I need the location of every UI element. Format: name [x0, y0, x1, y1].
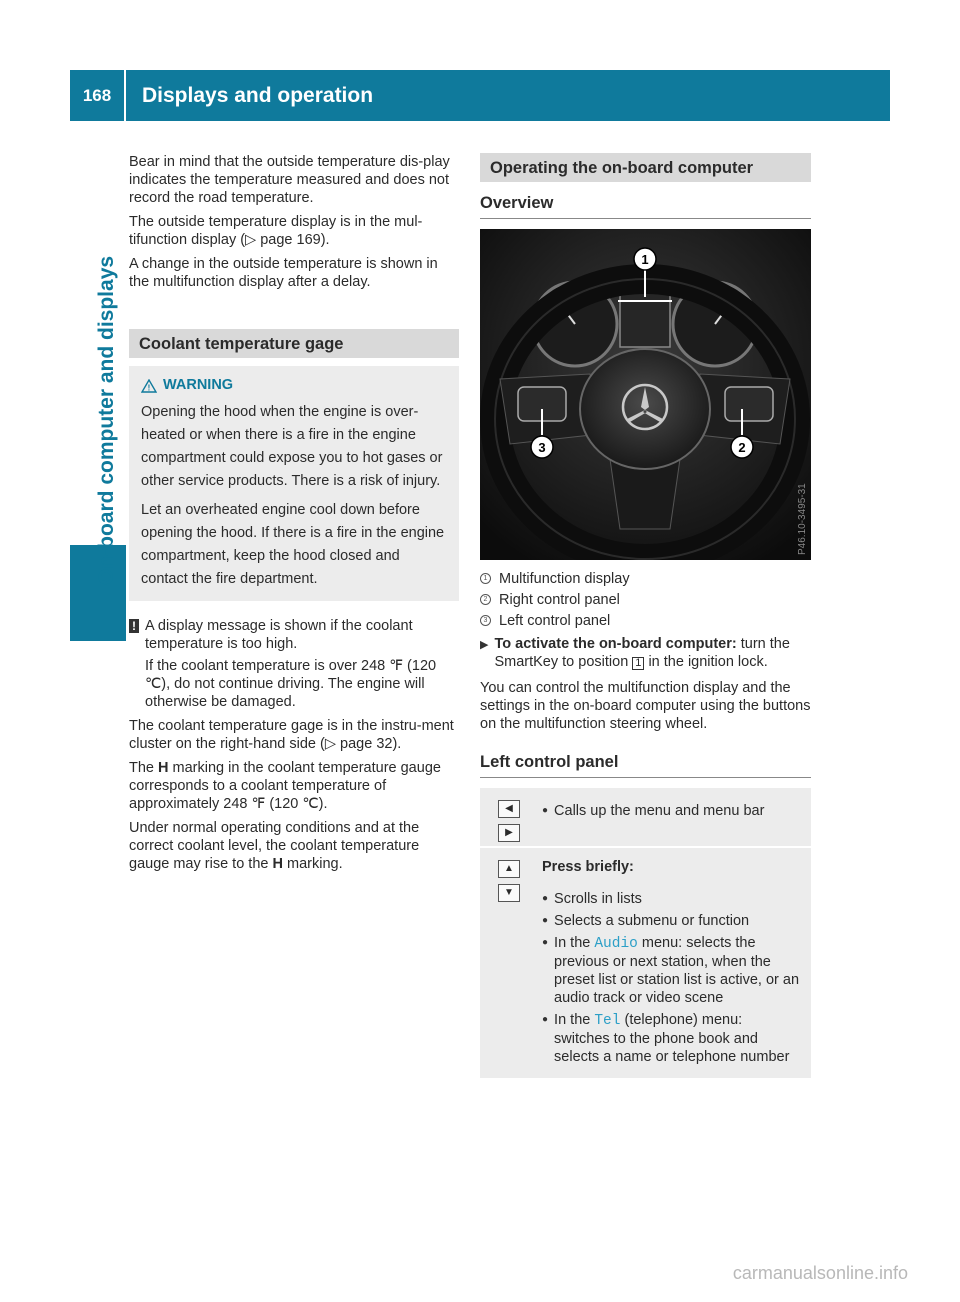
down-button-icon: ▼ [498, 884, 520, 902]
warning-title [141, 374, 447, 397]
callout-2: 2 [738, 440, 746, 455]
overview-heading: Overview [480, 194, 811, 219]
steering-wheel-figure [480, 229, 811, 560]
watermark: carmanualsonline.info [732, 1263, 908, 1283]
ignition-position-key: 1 [632, 657, 644, 670]
side-tab-label: On-board computer and displays [95, 255, 118, 585]
callout-1: 1 [641, 252, 649, 267]
table-row [480, 788, 811, 847]
intro-paragraph: A change in the outside temperature is shown in the multifunction display after a delay. [129, 256, 438, 290]
note-text: If the coolant temperature is over 248 ℉ (120 ℃), do not continue driving. The engine will otherwise be damaged. [145, 658, 437, 710]
control-paragraph: You can control the multifunction display and the settings in the on-board computer using the buttons on the multifunction steering wheel. [480, 680, 811, 732]
coolant-heading: Coolant temperature gage [129, 329, 459, 358]
legend-item: 3 Left control panel [480, 610, 811, 631]
callout-3: 3 [538, 440, 546, 455]
step-arrow-icon: ▶ [480, 639, 489, 651]
control-table [480, 788, 811, 1080]
warning-box [129, 366, 459, 601]
note [129, 617, 459, 653]
legend-item: 2 Right control panel [480, 589, 811, 610]
intro-paragraph: Bear in mind that the outside temperature dis-play indicates the temperature measured and does not record the road temperature. [129, 154, 450, 206]
warning-text: Let an overheated engine cool down before opening the hood. If there is a fire in the engine compartment, keep the hood closed and contact the fire department. [141, 502, 445, 587]
intro-paragraph: The outside temperature display is in the mul-tifunction display (▷ page 169). [129, 214, 423, 248]
note-icon: ! [129, 619, 139, 633]
figure-code: P46.10-3495-31 [797, 483, 808, 555]
right-column [480, 153, 811, 1080]
key-cell [480, 847, 538, 1079]
desc-cell: Press briefly: ● Scrolls in lists ● Selects a submenu or function ● In the Audio menu: selects the previous or next station, when the preset list or station list is active, or an audio track or video scene ● In the Tel (telephone) menu: switches to the phone book and selects a name or telephone number [538, 847, 811, 1079]
warning-label: WARNING [163, 377, 234, 393]
left-column [129, 153, 459, 879]
svg-text:!: ! [147, 383, 151, 392]
legend-item: 1 Multifunction display [480, 568, 811, 589]
warning-text: Opening the hood when the engine is over-heated or when there is a fire in the engine compartment could expose you to hot gases or other service products. There is a risk of injury. [141, 404, 443, 489]
warning-icon [141, 379, 157, 393]
normal-operation-paragraph: Under normal operating conditions and at the correct coolant level, the coolant temperature gauge may rise to the H marking. [129, 820, 420, 872]
activation-step: ▶ To activate the on-board computer: turn the SmartKey to position 1 in the ignition lock. [480, 636, 790, 670]
note-text: A display message is shown if the coolant temperature is too high. [145, 618, 413, 652]
legend-number: 1 [480, 573, 491, 584]
gage-paragraph: The coolant temperature gage is in the instru-ment cluster on the right-hand side (▷ page 32). [129, 718, 454, 752]
legend-number: 3 [480, 615, 491, 626]
up-button-icon: ▲ [498, 860, 520, 878]
left-control-panel-heading: Left control panel [480, 753, 811, 778]
table-row [480, 847, 811, 1079]
section-heading: Operating the on-board computer [480, 153, 811, 182]
figure-legend [480, 568, 811, 631]
right-button-icon: ▶ [498, 824, 520, 842]
legend-number: 2 [480, 594, 491, 605]
h-marking-paragraph: The H marking in the coolant temperature gauge corresponds to a coolant temperature of approximately 248 ℉ (120 ℃). [129, 760, 441, 812]
key-cell [480, 788, 538, 847]
left-button-icon: ◀ [498, 800, 520, 818]
page-title: Displays and operation [142, 83, 374, 107]
steering-wheel-illustration [480, 229, 811, 560]
desc-cell: ● Calls up the menu and menu bar [538, 788, 811, 847]
page-number: 168 [70, 70, 126, 121]
